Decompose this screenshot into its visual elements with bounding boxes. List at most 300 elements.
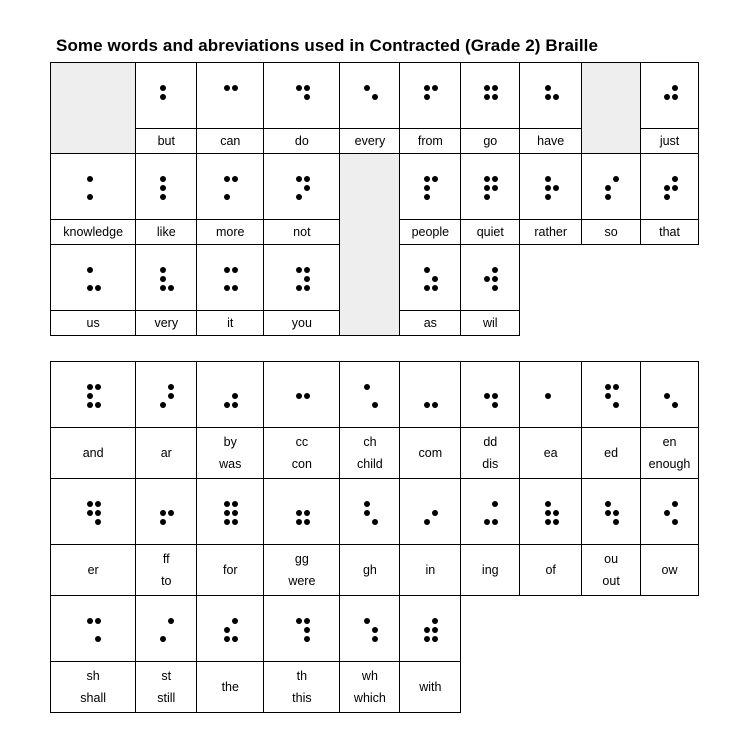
braille-label xyxy=(340,427,399,478)
braille-dot-6 xyxy=(304,519,310,525)
braille-label xyxy=(197,544,263,595)
label-text: every xyxy=(354,133,386,148)
braille-label xyxy=(264,128,339,153)
label-text: in xyxy=(425,562,436,577)
braille-dots xyxy=(160,618,172,642)
braille-dot-3 xyxy=(424,636,430,642)
braille-dot-2 xyxy=(160,94,166,100)
braille-dot-2 xyxy=(484,393,490,399)
braille-dot-4 xyxy=(432,618,438,624)
braille-label xyxy=(461,544,519,595)
braille-dot-1 xyxy=(224,176,230,182)
braille-cell-it xyxy=(197,245,264,336)
braille-dot-6 xyxy=(95,636,101,642)
label-text: ed xyxy=(604,445,619,460)
braille-dot-6 xyxy=(432,402,438,408)
label-text: to xyxy=(161,574,172,588)
braille-dots xyxy=(87,501,99,525)
braille-dots xyxy=(296,267,308,291)
braille-dot-4 xyxy=(613,176,619,182)
braille-dot-1 xyxy=(605,384,611,390)
braille-cell-very xyxy=(136,245,197,336)
braille-label xyxy=(641,544,698,595)
braille-dots xyxy=(545,85,557,109)
braille-dot-4 xyxy=(168,618,174,624)
label-text: wh xyxy=(361,669,378,683)
braille-dot-2 xyxy=(87,393,93,399)
braille-cell-com xyxy=(400,362,461,479)
label-text: go xyxy=(483,133,498,148)
label-text: like xyxy=(156,224,176,239)
braille-dot-2 xyxy=(664,94,670,100)
braille-dot-3 xyxy=(424,285,430,291)
braille-label xyxy=(520,219,581,244)
braille-label xyxy=(197,427,263,478)
braille-dot-6 xyxy=(95,519,101,525)
label-text: very xyxy=(154,315,179,330)
braille-cell-like xyxy=(136,154,197,245)
braille-dots xyxy=(87,384,99,408)
label-text: still xyxy=(157,691,176,705)
braille-dot-5 xyxy=(492,94,498,100)
braille-dot-6 xyxy=(95,402,101,408)
braille-dot-4 xyxy=(232,176,238,182)
braille-dot-2 xyxy=(484,185,490,191)
braille-dot-1 xyxy=(605,501,611,507)
label-text: people xyxy=(411,224,450,239)
braille-dots xyxy=(160,176,172,200)
braille-label xyxy=(461,427,519,478)
braille-dot-4 xyxy=(672,176,678,182)
braille-cell-ea xyxy=(520,362,582,479)
braille-dot-4 xyxy=(232,618,238,624)
braille-dot-1 xyxy=(484,176,490,182)
braille-dot-2 xyxy=(605,510,611,516)
label-text: dd xyxy=(483,435,498,449)
braille-dot-6 xyxy=(672,519,678,525)
braille-cell-with xyxy=(400,596,461,713)
braille-dots xyxy=(484,176,496,200)
braille-cell-wil xyxy=(461,245,520,336)
braille-cell-cc-con xyxy=(264,362,340,479)
braille-dot-6 xyxy=(372,402,378,408)
braille-dot-4 xyxy=(95,501,101,507)
braille-dot-2 xyxy=(160,185,166,191)
braille-dot-3 xyxy=(160,636,166,642)
braille-dot-5 xyxy=(304,510,310,516)
empty-space xyxy=(641,596,699,713)
braille-dot-3 xyxy=(545,194,551,200)
braille-dot-1 xyxy=(364,501,370,507)
label-text: quiet xyxy=(476,224,504,239)
braille-dots xyxy=(296,501,308,525)
braille-dot-2 xyxy=(664,510,670,516)
braille-dot-2 xyxy=(424,185,430,191)
braille-label xyxy=(400,544,460,595)
braille-label xyxy=(197,661,263,712)
label-text: gg xyxy=(294,552,309,566)
braille-cell-of xyxy=(520,479,582,596)
label-text: ou xyxy=(604,552,619,566)
braille-dot-1 xyxy=(87,618,93,624)
braille-dot-1 xyxy=(160,267,166,273)
braille-dot-4 xyxy=(304,176,310,182)
braille-dots xyxy=(664,176,676,200)
braille-cell-from xyxy=(400,63,461,154)
braille-dot-3 xyxy=(424,194,430,200)
empty-space xyxy=(520,596,582,713)
empty-space xyxy=(461,596,520,713)
label-text: as xyxy=(423,315,437,330)
braille-label xyxy=(400,219,460,244)
braille-dot-6 xyxy=(232,285,238,291)
braille-cell-do xyxy=(264,63,340,154)
braille-dot-3 xyxy=(224,402,230,408)
braille-dots xyxy=(605,501,617,525)
braille-dots xyxy=(664,501,676,525)
braille-dot-1 xyxy=(364,85,370,91)
braille-cell-in xyxy=(400,479,461,596)
braille-dot-6 xyxy=(304,285,310,291)
braille-label xyxy=(51,219,135,244)
braille-dot-6 xyxy=(432,636,438,642)
braille-dots xyxy=(87,618,99,642)
label-text: more xyxy=(216,224,245,239)
braille-dot-1 xyxy=(224,267,230,273)
label-text: us xyxy=(86,315,100,330)
braille-dot-3 xyxy=(605,194,611,200)
braille-dots xyxy=(296,85,308,109)
label-text: er xyxy=(87,562,99,577)
label-text: the xyxy=(221,679,239,694)
braille-dot-4 xyxy=(304,85,310,91)
braille-label xyxy=(461,219,519,244)
braille-dot-5 xyxy=(304,276,310,282)
braille-label xyxy=(51,544,135,595)
braille-dots xyxy=(424,501,436,525)
braille-dot-5 xyxy=(672,94,678,100)
braille-dots xyxy=(484,501,496,525)
braille-label xyxy=(264,427,339,478)
braille-dot-2 xyxy=(484,94,490,100)
label-text: that xyxy=(659,224,680,239)
braille-cell-for xyxy=(197,479,264,596)
label-text: were xyxy=(288,574,316,588)
braille-dot-5 xyxy=(232,393,238,399)
label-text: from xyxy=(417,133,443,148)
braille-dots xyxy=(424,618,436,642)
braille-label xyxy=(136,427,196,478)
label-text: ow xyxy=(661,562,678,577)
braille-label xyxy=(582,219,640,244)
braille-cell-quiet xyxy=(461,154,520,245)
braille-dot-5 xyxy=(304,393,310,399)
braille-dot-2 xyxy=(545,94,551,100)
braille-label xyxy=(520,128,581,153)
label-text: by xyxy=(223,435,237,449)
braille-label xyxy=(461,128,519,153)
braille-dot-5 xyxy=(613,510,619,516)
braille-cell-have xyxy=(520,63,582,154)
braille-cell-can xyxy=(197,63,264,154)
braille-dots xyxy=(160,85,172,109)
braille-table-words xyxy=(50,62,699,336)
braille-dots xyxy=(664,85,676,109)
braille-dot-6 xyxy=(95,285,101,291)
braille-dot-1 xyxy=(87,501,93,507)
braille-dot-2 xyxy=(664,185,670,191)
braille-dots xyxy=(224,85,236,109)
braille-dot-2 xyxy=(224,510,230,516)
braille-dot-3 xyxy=(296,194,302,200)
braille-label xyxy=(264,310,339,335)
braille-dot-4 xyxy=(168,384,174,390)
label-text: you xyxy=(291,315,312,330)
braille-cell-wh-which xyxy=(340,596,400,713)
braille-dot-6 xyxy=(304,636,310,642)
braille-cell-knowledge xyxy=(51,154,136,245)
braille-dot-2 xyxy=(87,510,93,516)
braille-dot-2 xyxy=(296,510,302,516)
braille-label xyxy=(400,310,460,335)
braille-label xyxy=(136,310,196,335)
braille-dot-5 xyxy=(432,510,438,516)
label-text: it xyxy=(227,315,234,330)
braille-dots xyxy=(224,267,236,291)
braille-dot-4 xyxy=(232,501,238,507)
braille-dot-5 xyxy=(553,510,559,516)
label-text: ing xyxy=(481,562,499,577)
braille-dot-1 xyxy=(224,501,230,507)
braille-dot-5 xyxy=(304,94,310,100)
braille-dot-5 xyxy=(672,185,678,191)
braille-dot-2 xyxy=(484,276,490,282)
braille-label xyxy=(641,219,698,244)
braille-dot-2 xyxy=(364,510,370,516)
braille-dot-3 xyxy=(424,519,430,525)
label-text: of xyxy=(545,562,556,577)
braille-dot-6 xyxy=(372,519,378,525)
braille-dot-1 xyxy=(545,85,551,91)
braille-dot-3 xyxy=(664,194,670,200)
empty-space xyxy=(582,245,641,336)
braille-dot-1 xyxy=(87,176,93,182)
braille-label xyxy=(264,219,339,244)
braille-dots xyxy=(424,85,436,109)
braille-dot-1 xyxy=(364,618,370,624)
braille-dot-4 xyxy=(492,85,498,91)
braille-dot-5 xyxy=(168,393,174,399)
braille-dots xyxy=(87,176,99,200)
braille-cell-ou-out xyxy=(582,479,641,596)
braille-dot-4 xyxy=(304,618,310,624)
braille-dot-2 xyxy=(605,185,611,191)
braille-cell-more xyxy=(197,154,264,245)
braille-cell-but xyxy=(136,63,197,154)
braille-dot-3 xyxy=(484,194,490,200)
braille-dot-6 xyxy=(613,519,619,525)
braille-dots xyxy=(484,267,496,291)
braille-dot-1 xyxy=(484,85,490,91)
label-text: out xyxy=(602,574,620,588)
braille-cell-rather xyxy=(520,154,582,245)
braille-dot-6 xyxy=(492,519,498,525)
blank-cell xyxy=(582,63,641,154)
braille-dots xyxy=(424,384,436,408)
braille-dots xyxy=(424,267,436,291)
braille-dot-3 xyxy=(87,402,93,408)
braille-dots xyxy=(424,176,436,200)
blank-cell xyxy=(340,154,400,336)
braille-dot-4 xyxy=(613,384,619,390)
braille-cell-sh-shall xyxy=(51,596,136,713)
braille-dot-4 xyxy=(95,384,101,390)
braille-label xyxy=(136,219,196,244)
label-text: which xyxy=(353,691,386,705)
braille-cell-as xyxy=(400,245,461,336)
braille-dot-5 xyxy=(304,627,310,633)
braille-dot-4 xyxy=(492,267,498,273)
braille-dot-2 xyxy=(605,393,611,399)
braille-cell-gg-were xyxy=(264,479,340,596)
braille-label xyxy=(51,310,135,335)
braille-label xyxy=(400,128,460,153)
braille-label xyxy=(641,427,698,478)
braille-cell-so xyxy=(582,154,641,245)
braille-dots xyxy=(87,267,99,291)
label-text: for xyxy=(222,562,238,577)
label-text: con xyxy=(291,457,312,471)
braille-cell-you xyxy=(264,245,340,336)
label-text: just xyxy=(659,133,680,148)
label-text: en xyxy=(662,435,677,449)
braille-dot-5 xyxy=(168,510,174,516)
braille-dot-1 xyxy=(424,176,430,182)
braille-dot-4 xyxy=(432,85,438,91)
braille-dot-1 xyxy=(424,267,430,273)
label-text: th xyxy=(296,669,308,683)
braille-dot-2 xyxy=(424,627,430,633)
braille-dot-4 xyxy=(432,176,438,182)
braille-cell-ar xyxy=(136,362,197,479)
empty-space xyxy=(520,245,582,336)
braille-dots xyxy=(364,501,376,525)
braille-dot-1 xyxy=(296,85,302,91)
braille-dot-5 xyxy=(372,94,378,100)
braille-dots xyxy=(605,176,617,200)
braille-dot-6 xyxy=(232,402,238,408)
braille-dot-3 xyxy=(87,285,93,291)
label-text: wil xyxy=(482,315,498,330)
braille-dot-5 xyxy=(492,393,498,399)
braille-cell-en-enough xyxy=(641,362,699,479)
braille-dots xyxy=(364,384,376,408)
braille-cell-gh xyxy=(340,479,400,596)
braille-cell-every xyxy=(340,63,400,154)
braille-dots xyxy=(364,618,376,642)
label-text: dis xyxy=(482,457,499,471)
label-text: ea xyxy=(543,445,558,460)
braille-cell-dd-dis xyxy=(461,362,520,479)
braille-dot-4 xyxy=(232,85,238,91)
braille-dot-4 xyxy=(492,501,498,507)
label-text: st xyxy=(161,669,172,683)
braille-cell-and xyxy=(51,362,136,479)
braille-dot-4 xyxy=(672,85,678,91)
braille-dot-2 xyxy=(296,393,302,399)
braille-dot-5 xyxy=(304,185,310,191)
braille-dot-5 xyxy=(432,627,438,633)
braille-label xyxy=(264,661,339,712)
label-text: ar xyxy=(160,445,172,460)
label-text: gh xyxy=(362,562,377,577)
braille-dots xyxy=(224,501,236,525)
braille-cell-ch-child xyxy=(340,362,400,479)
braille-dot-1 xyxy=(87,384,93,390)
label-text: with xyxy=(419,679,442,694)
braille-dot-6 xyxy=(492,285,498,291)
page-title: Some words and abreviations used in Contracted (Grade 2) Braille xyxy=(56,36,599,55)
label-text: this xyxy=(292,691,312,705)
braille-label xyxy=(461,310,519,335)
braille-dot-5 xyxy=(553,94,559,100)
label-text: cc xyxy=(295,435,309,449)
braille-label xyxy=(136,544,196,595)
label-text: knowledge xyxy=(63,224,124,239)
braille-dots xyxy=(160,267,172,291)
braille-label xyxy=(197,310,263,335)
braille-label xyxy=(197,219,263,244)
braille-cell-ed xyxy=(582,362,641,479)
label-text: do xyxy=(294,133,309,148)
braille-dot-6 xyxy=(672,402,678,408)
braille-dot-6 xyxy=(168,285,174,291)
braille-dot-6 xyxy=(613,402,619,408)
label-text: com xyxy=(418,445,443,460)
braille-label xyxy=(136,661,196,712)
braille-cell-th-this xyxy=(264,596,340,713)
braille-label xyxy=(582,544,640,595)
braille-dot-1 xyxy=(296,267,302,273)
braille-dots xyxy=(160,501,172,525)
braille-dot-5 xyxy=(372,627,378,633)
braille-dots xyxy=(224,618,236,642)
braille-dots xyxy=(545,176,557,200)
braille-dot-3 xyxy=(224,194,230,200)
braille-label xyxy=(520,544,581,595)
braille-dot-5 xyxy=(432,276,438,282)
braille-dot-1 xyxy=(160,176,166,182)
braille-cell-ff-to xyxy=(136,479,197,596)
braille-dots xyxy=(296,618,308,642)
braille-label xyxy=(51,661,135,712)
braille-label xyxy=(641,128,698,153)
braille-dot-6 xyxy=(232,636,238,642)
braille-dot-6 xyxy=(232,519,238,525)
empty-space xyxy=(582,596,641,713)
braille-dots xyxy=(664,384,676,408)
braille-cell-ing xyxy=(461,479,520,596)
braille-cell-ow xyxy=(641,479,699,596)
braille-dots xyxy=(484,384,496,408)
braille-label xyxy=(197,128,263,153)
braille-dot-4 xyxy=(492,176,498,182)
braille-cell-us xyxy=(51,245,136,336)
braille-label xyxy=(136,128,196,153)
braille-dot-3 xyxy=(424,402,430,408)
braille-dot-4 xyxy=(95,618,101,624)
braille-dot-1 xyxy=(545,176,551,182)
